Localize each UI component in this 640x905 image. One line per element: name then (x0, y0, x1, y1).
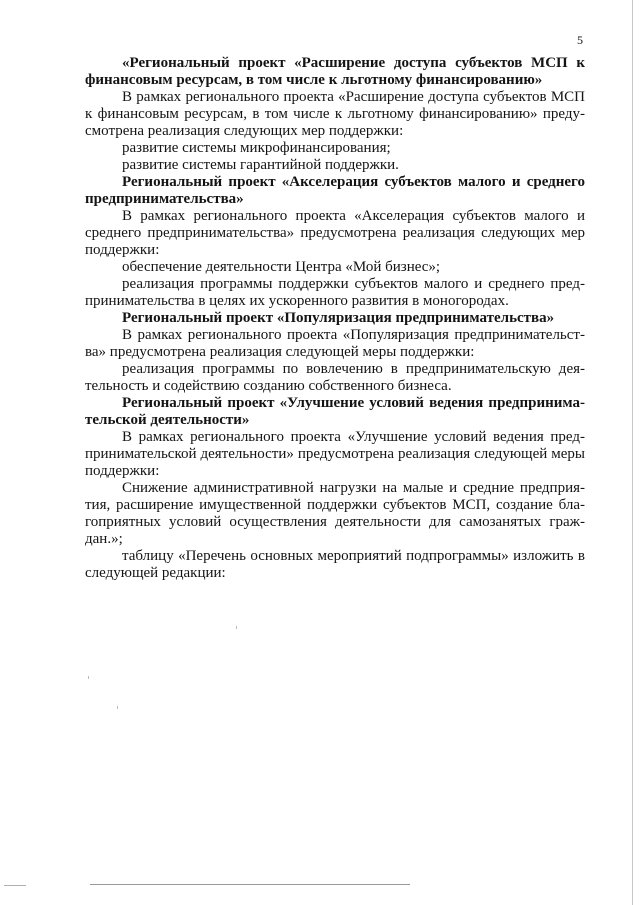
paragraph-finance-intro: В рамках регионального проекта «Расширение доступа субъектов МСП к финансовым ресурсам, в том числе к льготному финансированию» преду-смотрена реализация следующих мер поддержки: (85, 89, 585, 139)
list-item-my-business-center: обеспечение деятельности Центра «Мой бизнес»; (122, 259, 441, 275)
page-number: 5 (577, 33, 583, 47)
paragraph-conditions-intro: В рамках регионального проекта «Улучшение условий ведения пред-принимательской деятельности» предусмотрена реализация следующей меры поддержки: (85, 429, 585, 479)
scan-speck (236, 626, 237, 629)
scan-page-edge (632, 0, 633, 905)
list-item-administrative-load: Снижение административной нагрузки на малые и средние предприя-тия, расширение имущественной поддержки субъектов МСП, создание бла-гоприятных условий осуществления деятельности для самозанятых граж-дан.»; (85, 480, 585, 547)
scan-bottom-rule (90, 884, 410, 885)
paragraph-popularization-intro: В рамках регионального проекта «Популяризация предпринимательст-ва» предусмотрена реализация следующей меры поддержки: (85, 327, 585, 360)
scan-speck (117, 706, 118, 709)
heading-project-conditions: Региональный проект «Улучшение условий ведения предпринима-тельской деятельности» (85, 395, 585, 428)
paragraph-acceleration-intro: В рамках регионального проекта «Акселерация субъектов малого и среднего предпринимательства» предусмотрена реализация следующих мер поддержки: (85, 208, 585, 258)
paragraph-table-edition: таблицу «Перечень основных мероприятий подпрограммы» изложить в следующей редакции: (85, 548, 585, 581)
document-body (85, 55, 585, 582)
heading-project-finance: «Региональный проект «Расширение доступа субъектов МСП к финансовым ресурсам, в том числе к льготному финансированию» (85, 55, 585, 88)
list-item-monotowns: реализация программы поддержки субъектов малого и среднего пред-принимательства в целях их ускоренного развития в моногородах. (85, 276, 585, 309)
list-item-guarantee: развитие системы гарантийной поддержки. (122, 157, 399, 173)
scan-bottom-mark (4, 885, 26, 886)
list-item-microfinance: развитие системы микрофинансирования; (122, 140, 391, 156)
heading-project-acceleration: Региональный проект «Акселерация субъектов малого и среднего предпринимательства» (85, 174, 585, 207)
scan-speck (88, 676, 89, 679)
heading-project-popularization: Региональный проект «Популяризация предпринимательства» (122, 310, 555, 326)
list-item-involvement-program: реализация программы по вовлечению в предпринимательскую дея-тельность и содействию созданию собственного бизнеса. (85, 361, 585, 394)
